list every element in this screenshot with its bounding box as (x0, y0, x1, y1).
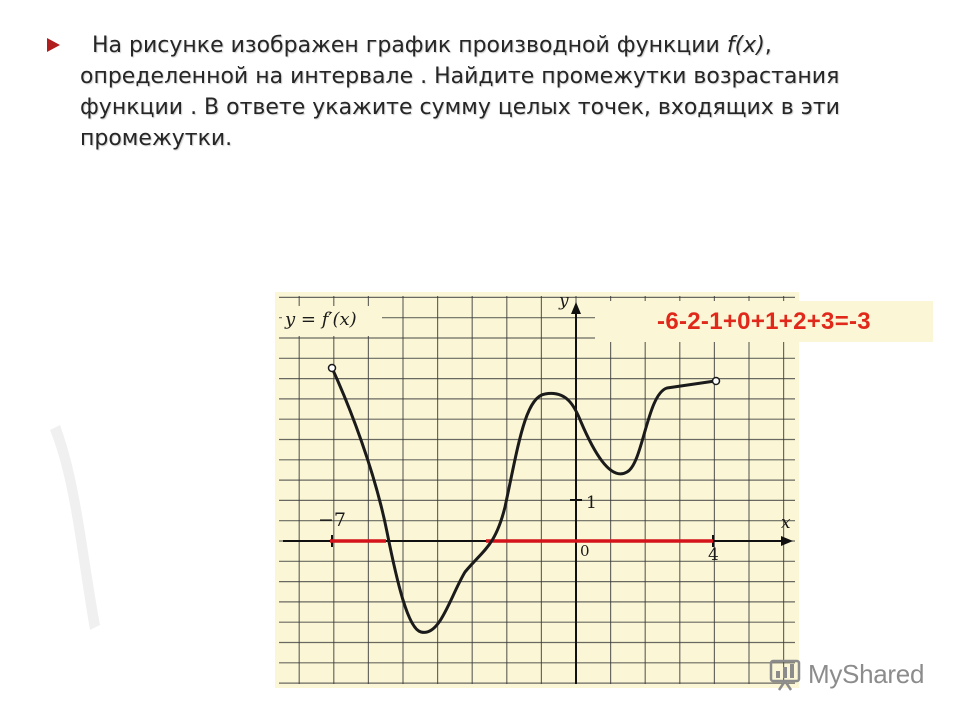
answer-box: -6-2-1+0+1+2+3=-3 (595, 301, 933, 342)
watermark (768, 655, 938, 695)
function-label: y = f′(x) (285, 309, 357, 330)
x-axis-arrow-icon (781, 536, 793, 546)
decorative-swoosh (30, 420, 110, 640)
x-axis-label: x (781, 513, 791, 533)
grid (279, 296, 795, 684)
watermark-text: MyShared (808, 659, 925, 689)
bullet-triangle-icon (47, 38, 60, 52)
y-axis-arrow-icon (571, 302, 581, 314)
tick-label-4: 4 (708, 545, 719, 565)
task-text-part2: , определенной на интервале . Найдите промежутки возрастания функции . В ответе укажите сумму целых точек, входящих в эти промежутки. (80, 33, 840, 151)
curve-start-open-point (329, 365, 336, 372)
task-text (80, 30, 900, 154)
y-axis-label: y (559, 292, 569, 311)
tick-label-0: 0 (580, 542, 590, 560)
derivative-graph-figure (275, 292, 799, 688)
axes (283, 302, 793, 684)
task-function-name: f(x) (726, 33, 765, 58)
graph-canvas (275, 292, 799, 688)
tick-label-1: 1 (586, 493, 597, 513)
curve-end-open-point (713, 378, 720, 385)
presentation-board-icon (768, 659, 802, 691)
task-text-part1: На рисунке изображен график производной функции (92, 33, 727, 58)
tick-label-neg7: −7 (318, 509, 347, 531)
